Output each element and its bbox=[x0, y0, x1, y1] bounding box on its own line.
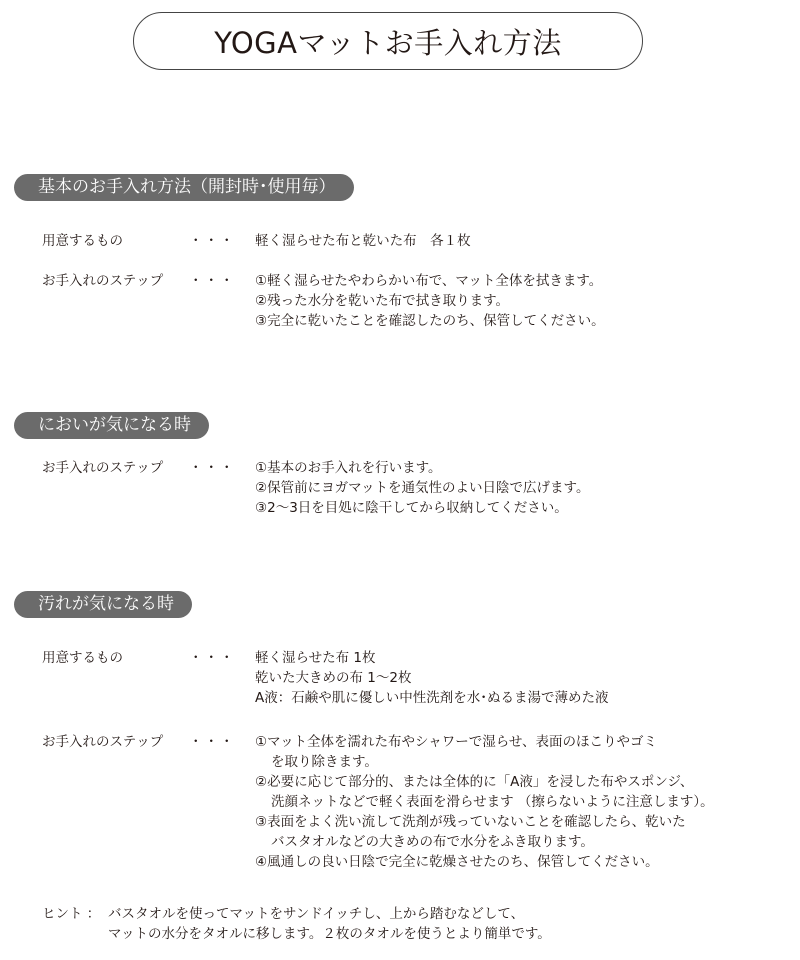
row-label: 用意するもの bbox=[42, 650, 123, 666]
section-header-stains: 汚れが気になる時 bbox=[14, 591, 192, 618]
hint-body bbox=[108, 904, 551, 944]
step-line: ②残った水分を乾いた布で拭き取ります。 bbox=[255, 293, 510, 309]
step-line: バスタオルなどの大きめの布で水分をふき取ります。 bbox=[271, 834, 594, 850]
content-line: 軽く湿らせた布 1枚 bbox=[255, 650, 376, 666]
row-dots: ・・・ bbox=[189, 273, 236, 289]
section-header-basic-care: 基本のお手入れ方法（開封時･使用毎） bbox=[14, 174, 354, 201]
section-header-odor: においが気になる時 bbox=[14, 412, 209, 439]
step-line: ③2～3日を目処に陰干してから収納してください。 bbox=[255, 500, 568, 516]
content-line: 軽く湿らせた布と乾いた布 各１枚 bbox=[255, 233, 471, 249]
step-line: を取り除きます。 bbox=[271, 754, 378, 770]
hint-label: ヒント ： bbox=[42, 906, 101, 922]
row-dots: ・・・ bbox=[189, 460, 236, 476]
step-line: ③完全に乾いたことを確認したのち、保管してください。 bbox=[255, 313, 605, 329]
row-label: お手入れのステップ bbox=[42, 273, 164, 289]
step-line: ①軽く湿らせたやわらかい布で、マット全体を拭きます。 bbox=[255, 273, 603, 289]
content-line: 乾いた大きめの布 1～2枚 bbox=[255, 670, 412, 686]
row-content bbox=[255, 648, 608, 708]
step-line: ①基本のお手入れを行います。 bbox=[255, 460, 442, 476]
row-dots: ・・・ bbox=[189, 650, 236, 666]
row-label: 用意するもの bbox=[42, 233, 123, 249]
page-title: YOGAマットお手入れ方法 bbox=[133, 12, 643, 70]
row-label: お手入れのステップ bbox=[42, 734, 164, 750]
row-dots: ・・・ bbox=[189, 233, 236, 249]
row-content bbox=[255, 732, 714, 872]
step-line: ④風通しの良い日陰で完全に乾燥させたのち、保管してください。 bbox=[255, 854, 659, 870]
row-content bbox=[255, 458, 589, 518]
step-line: ①マット全体を濡れた布やシャワーで湿らせ、表面のほこりやゴミ bbox=[255, 734, 657, 750]
row-dots: ・・・ bbox=[189, 734, 236, 750]
row-content bbox=[255, 271, 605, 331]
step-line: 洗顔ネットなどで軽く表面を滑らせます （擦らないように注意します）。 bbox=[271, 794, 714, 810]
content-line: A液：石鹸や肌に優しい中性洗剤を水･ぬるま湯で薄めた液 bbox=[255, 690, 609, 706]
hint-line: マットの水分をタオルに移します。２枚のタオルを使うとより簡単です。 bbox=[108, 926, 551, 942]
step-line: ②必要に応じて部分的、または全体的に「A液」を浸した布やスポンジ、 bbox=[255, 774, 694, 790]
row-content bbox=[255, 231, 471, 251]
step-line: ②保管前にヨガマットを通気性のよい日陰で広げます。 bbox=[255, 480, 590, 496]
row-label: お手入れのステップ bbox=[42, 460, 164, 476]
hint-line: バスタオルを使ってマットをサンドイッチし、上から踏むなどして、 bbox=[108, 906, 525, 922]
step-line: ③表面をよく洗い流して洗剤が残っていないことを確認したら、乾いた bbox=[255, 814, 686, 830]
